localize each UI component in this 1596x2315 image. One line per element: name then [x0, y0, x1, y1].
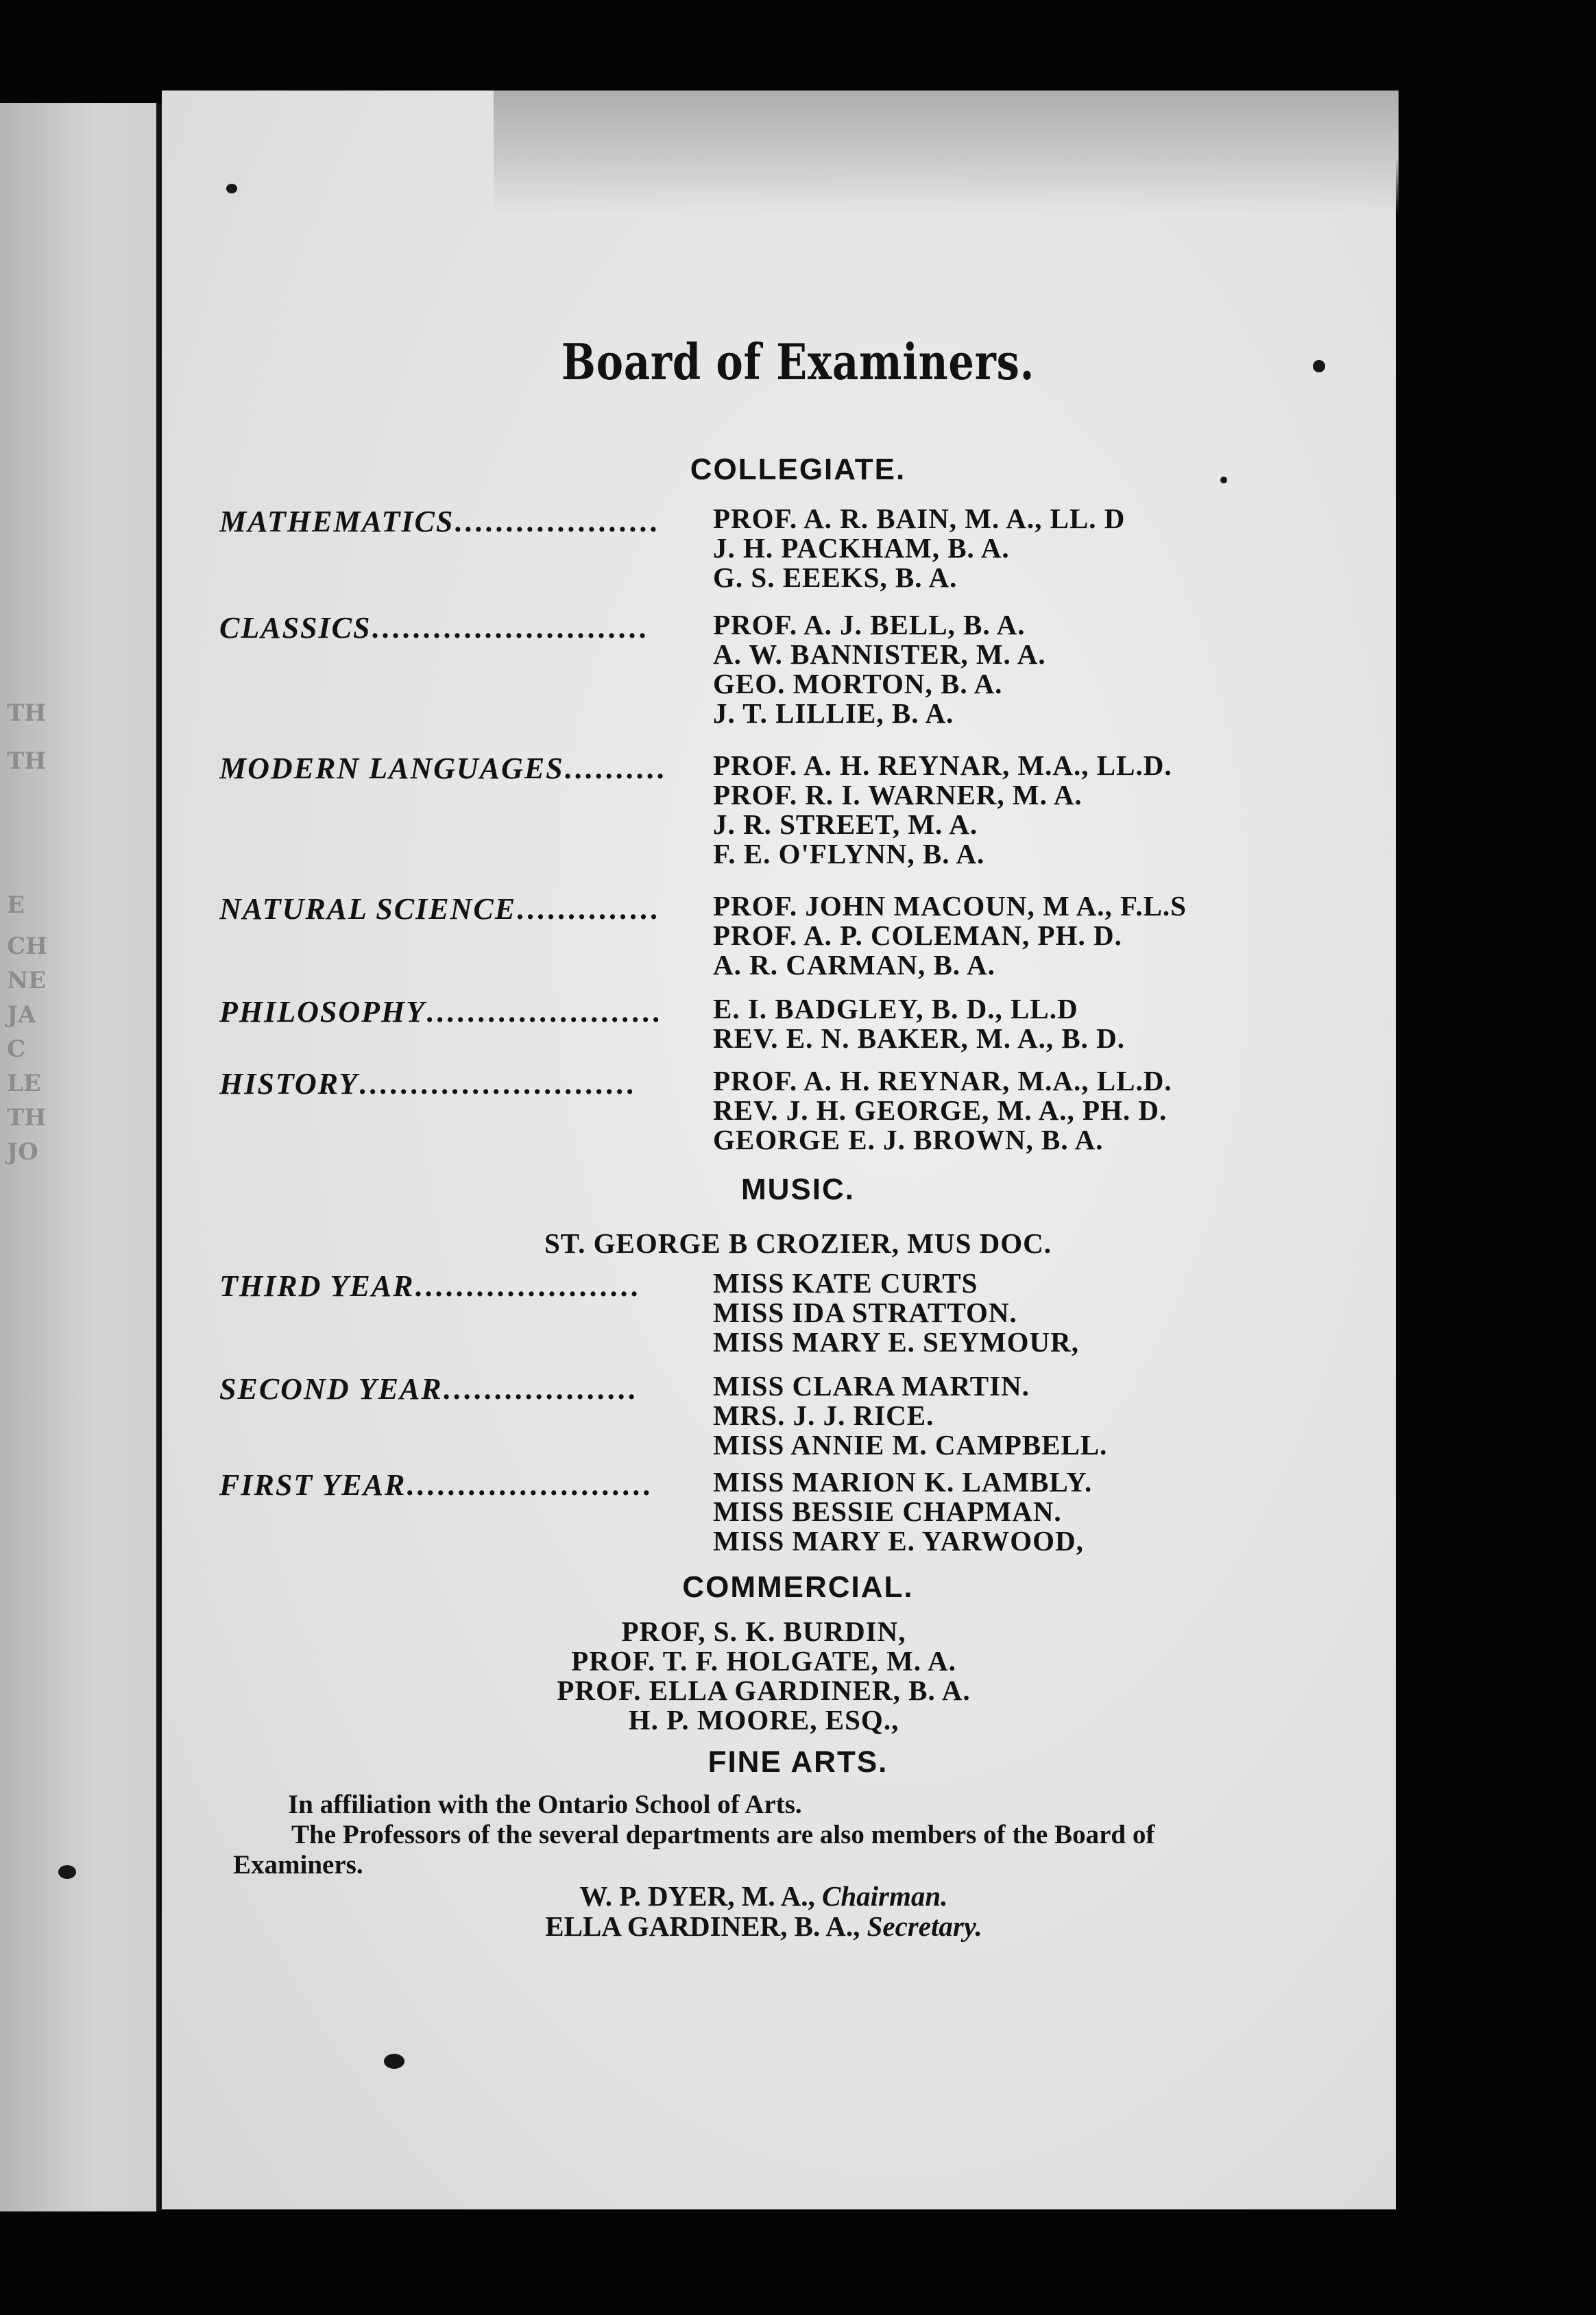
examiner-name: PROF. A. H. REYNAR, M.A., LL.D.: [713, 749, 1172, 781]
section-heading-fine-arts: FINE ARTS.: [708, 1745, 888, 1779]
subject-label: THIRD YEAR......................: [219, 1269, 641, 1303]
ghost-text: TH: [7, 1104, 47, 1131]
examiner-name: MISS IDA STRATTON.: [713, 1297, 1017, 1328]
examiner-name: REV. E. N. BAKER, M. A., B. D.: [713, 1022, 1126, 1054]
group-natural-science: [219, 891, 1289, 980]
group-modern-languages: [219, 751, 1289, 869]
section-heading-commercial: COMMERCIAL.: [682, 1570, 914, 1604]
subject-text: PHILOSOPHY: [219, 995, 426, 1029]
commercial-examiner: PROF. T. F. HOLGATE, M. A.: [571, 1645, 956, 1677]
commercial-examiner: PROF, S. K. BURDIN,: [621, 1616, 906, 1647]
group-third-year: [219, 1269, 1289, 1357]
examiner-name: PROF. A. H. REYNAR, M.A., LL.D.: [713, 1065, 1172, 1096]
subject-text: THIRD YEAR: [219, 1269, 415, 1303]
torn-edge: [494, 91, 1399, 214]
examiner-name: E. I. BADGLEY, B. D., LL.D: [713, 993, 1078, 1024]
section-heading-collegiate: COLLEGIATE.: [690, 453, 906, 486]
secretary-name: ELLA GARDINER, B. A.,: [545, 1910, 860, 1942]
examiner-list: [713, 1371, 1107, 1460]
subject-text: HISTORY: [219, 1067, 359, 1101]
ink-speck: [384, 2054, 404, 2069]
examiner-list: [713, 1467, 1092, 1556]
chairman-signature: [0, 1881, 1562, 1911]
examiner-name: MRS. J. J. RICE.: [713, 1400, 934, 1431]
examiner-name: PROF. JOHN MACOUN, M A., F.L.S: [713, 890, 1187, 922]
subject-label: MATHEMATICS....................: [219, 505, 660, 538]
ghost-text: JO: [7, 1138, 38, 1166]
fine-arts-note: The Professors of the several departments are also members of the Board of Examiners.: [233, 1820, 1155, 1880]
secretary-signature: [0, 1911, 1562, 1941]
subject-label: NATURAL SCIENCE..............: [219, 892, 661, 926]
subject-label: HISTORY...........................: [219, 1067, 637, 1101]
examiner-name: MISS BESSIE CHAPMAN.: [713, 1496, 1062, 1527]
examiner-name: J. R. STREET, M. A.: [713, 808, 978, 840]
examiner-list: [713, 994, 1125, 1053]
examiner-list: [713, 610, 1046, 728]
examiner-list: [713, 1269, 1079, 1357]
secretary-role: Secretary.: [867, 1910, 982, 1942]
ghost-text: E: [7, 891, 25, 919]
subject-text: CLASSICS: [219, 611, 372, 645]
fine-arts-affiliation: In affiliation with the Ontario School of Arts.: [288, 1790, 802, 1819]
examiner-name: A. R. CARMAN, B. A.: [713, 949, 995, 981]
subject-label: FIRST YEAR........................: [219, 1468, 653, 1502]
subject-text: FIRST YEAR: [219, 1468, 407, 1502]
ghost-text: LE: [7, 1070, 41, 1097]
ink-speck: [58, 1865, 76, 1879]
subject-label: SECOND YEAR...................: [219, 1372, 638, 1406]
examiner-list: [713, 891, 1187, 980]
examiner-list: [713, 504, 1125, 592]
subject-text: MATHEMATICS: [219, 505, 455, 538]
examiner-name: MISS MARION K. LAMBLY.: [713, 1466, 1093, 1498]
subject-text: SECOND YEAR: [219, 1372, 443, 1406]
examiner-list: [713, 1066, 1172, 1155]
examiner-name: GEORGE E. J. BROWN, B. A.: [713, 1124, 1104, 1155]
subject-label: MODERN LANGUAGES..........: [219, 752, 667, 785]
examiner-name: PROF. A. R. BAIN, M. A., LL. D: [713, 503, 1126, 534]
group-classics: [219, 610, 1289, 728]
ghost-text: TH: [7, 747, 47, 775]
examiner-name: MISS MARY E. YARWOOD,: [713, 1525, 1084, 1557]
ghost-text: CH: [7, 933, 48, 960]
examiner-name: J. T. LILLIE, B. A.: [713, 697, 954, 729]
examiner-name: J. H. PACKHAM, B. A.: [713, 532, 1010, 564]
group-second-year: [219, 1371, 1289, 1460]
ghost-text: C: [7, 1035, 26, 1063]
examiner-name: MISS ANNIE M. CAMPBELL.: [713, 1429, 1108, 1461]
examiner-name: PROF. A. J. BELL, B. A.: [713, 609, 1026, 640]
ghost-text: TH: [7, 699, 47, 727]
examiner-name: MISS MARY E. SEYMOUR,: [713, 1326, 1079, 1358]
examiner-name: GEO. MORTON, B. A.: [713, 668, 1003, 699]
music-director: ST. GEORGE B CROZIER, MUS DOC.: [544, 1227, 1052, 1259]
group-first-year: [219, 1467, 1289, 1556]
examiner-name: G. S. EEEKS, B. A.: [713, 562, 958, 593]
commercial-examiner: H. P. MOORE, ESQ.,: [628, 1704, 899, 1736]
examiner-name: MISS KATE CURTS: [713, 1267, 978, 1299]
subject-text: MODERN LANGUAGES: [219, 752, 564, 785]
subject-label: CLASSICS...........................: [219, 611, 649, 645]
ghost-text: NE: [7, 967, 46, 994]
examiner-name: PROF. R. I. WARNER, M. A.: [713, 779, 1083, 811]
page-title: Board of Examiners.: [561, 333, 1035, 391]
group-philosophy: [219, 994, 1289, 1053]
examiner-name: MISS CLARA MARTIN.: [713, 1370, 1030, 1402]
chairman-name: W. P. DYER, M. A.,: [579, 1880, 815, 1912]
ink-speck: [226, 184, 237, 193]
examiner-name: PROF. A. P. COLEMAN, PH. D.: [713, 920, 1122, 951]
ghost-text: JA: [7, 1001, 36, 1029]
examiner-name: REV. J. H. GEORGE, M. A., PH. D.: [713, 1094, 1168, 1126]
examiner-name: A. W. BANNISTER, M. A.: [713, 638, 1046, 670]
examiner-list: [713, 751, 1172, 869]
group-mathematics: [219, 504, 1289, 592]
chairman-role: Chairman.: [822, 1880, 948, 1912]
group-history: [219, 1066, 1289, 1155]
section-heading-music: MUSIC.: [741, 1173, 855, 1206]
commercial-examiner: PROF. ELLA GARDINER, B. A.: [557, 1675, 971, 1706]
subject-text: NATURAL SCIENCE: [219, 892, 517, 926]
subject-label: PHILOSOPHY.......................: [219, 995, 663, 1029]
examiner-name: F. E. O'FLYNN, B. A.: [713, 838, 985, 869]
